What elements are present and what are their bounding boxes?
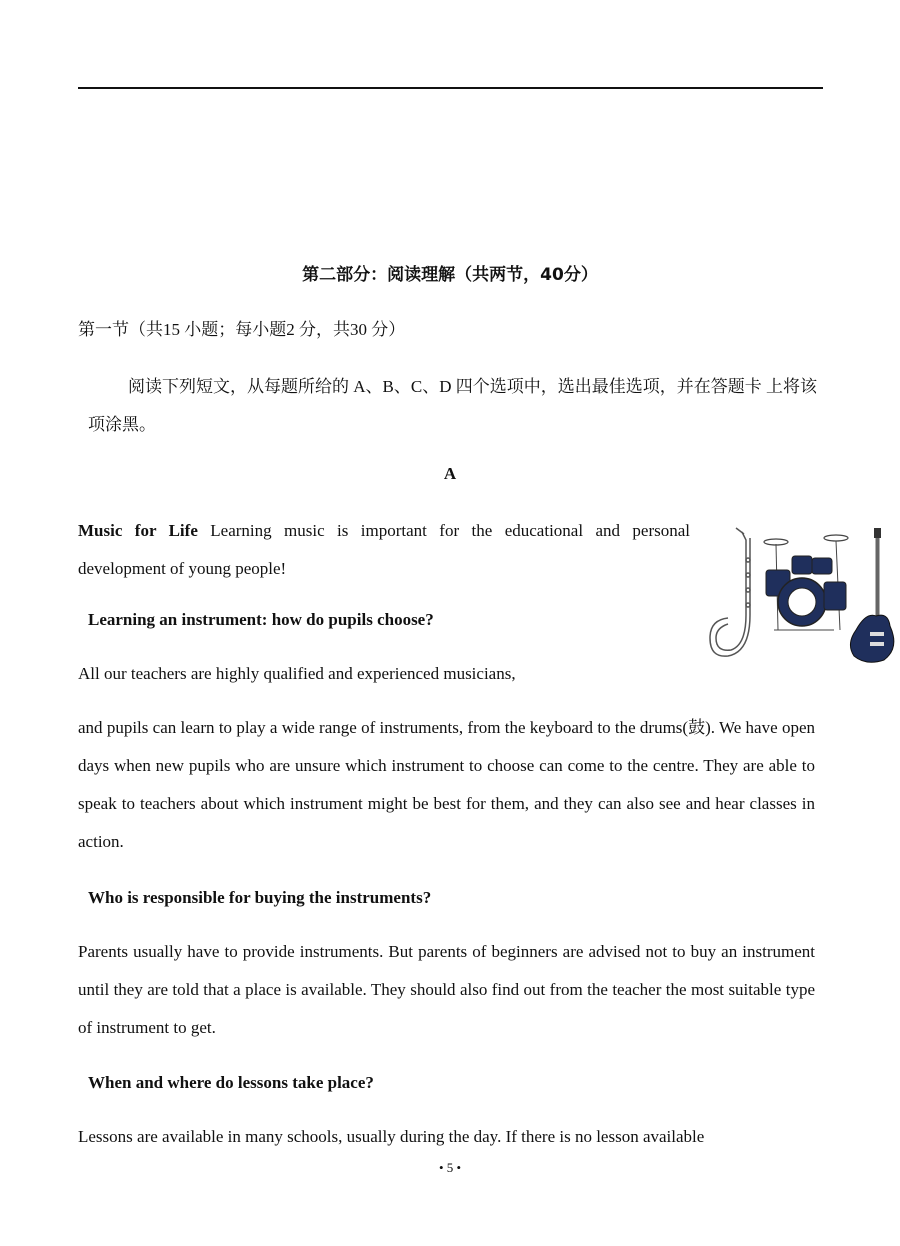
section-heading: When and where do lessons take place?	[88, 1073, 374, 1092]
instruction-text: 阅读下列短文，从每题所给的 A、B、C、D 四个选项中，选出最佳选项，并在答题卡 上将该项涂黑。	[88, 377, 817, 434]
section-paragraph: Lessons are available in many schools, usually during the day. If there is no lesson available	[78, 1127, 705, 1146]
section-title: 第一节（共15 小题；每小题2 分，共30 分）	[78, 320, 406, 339]
top-rule	[78, 87, 823, 89]
section-heading: Who is responsible for buying the instruments?	[88, 888, 432, 907]
page-number: • 5 •	[438, 1160, 462, 1175]
passage-letter: A	[443, 464, 457, 483]
passage-title: Music for Life	[78, 521, 198, 540]
section-lead: All our teachers are highly qualified and experienced musicians,	[78, 664, 516, 683]
passage-intro-text: Learning music is important for the educational and personal development of young people!	[78, 521, 691, 578]
passage-intro	[78, 512, 690, 588]
drum-kit-icon	[764, 535, 848, 630]
section-paragraph: Parents usually have to provide instruments. But parents of beginners are advised not to buy an instrument until they are told that a place is available. They should also find out from the teacher the most suitable type of instrument to get.	[78, 942, 815, 1037]
electric-guitar-icon	[850, 528, 893, 662]
music-instruments-illustration	[706, 520, 900, 670]
saxophone-icon	[710, 528, 750, 656]
part-title: 第二部分：阅读理解（共两节，40分）	[302, 265, 598, 285]
section-paragraph: and pupils can learn to play a wide range of instruments, from the keyboard to the drums(鼓). We have open days when new pupils who are unsure which instrument to choose can come to the centre. They are able to speak to teachers about which instrument might be best for them, and they can also see and hear classes in action.	[78, 718, 815, 851]
section-heading: Learning an instrument: how do pupils choose?	[88, 610, 434, 629]
